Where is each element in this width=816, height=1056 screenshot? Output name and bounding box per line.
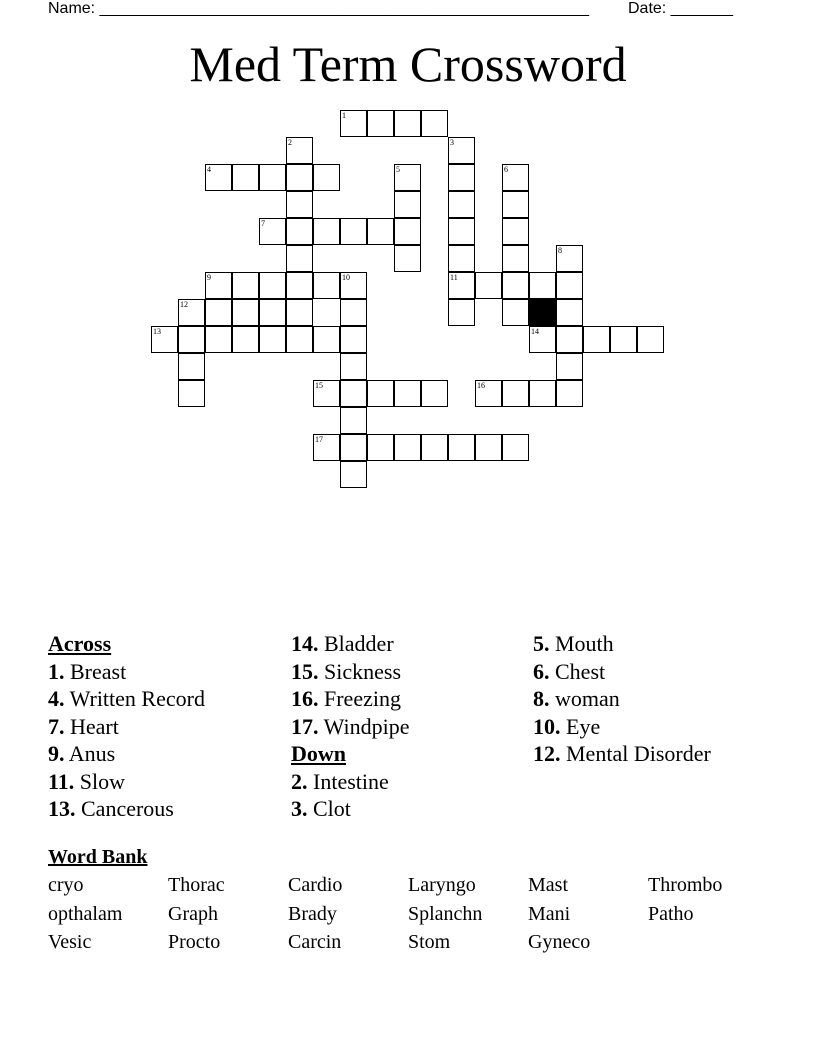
grid-cell[interactable] <box>340 110 367 137</box>
grid-cell[interactable] <box>556 326 583 353</box>
clue-text: Breast <box>70 658 127 684</box>
grid-cell[interactable] <box>232 326 259 353</box>
clue-text: Clot <box>313 796 351 821</box>
grid-cell[interactable] <box>394 218 421 245</box>
clue-number-label: 7 <box>261 219 265 228</box>
grid-cell[interactable] <box>475 434 502 461</box>
clue-number-label: 16 <box>477 381 485 390</box>
clue-number: 8. <box>533 686 550 711</box>
clue-number: 2. <box>291 768 308 794</box>
word-bank <box>48 874 768 960</box>
grid-cell[interactable] <box>286 164 313 191</box>
clue-across-13 <box>48 795 205 823</box>
clue-across-4 <box>48 685 205 713</box>
clue-number-label: 17 <box>315 435 323 444</box>
clue-across-7 <box>48 713 205 741</box>
shaded-cell <box>529 299 556 326</box>
clue-text: Chest <box>555 658 606 684</box>
clue-number: 1. <box>48 658 65 684</box>
grid-cell[interactable] <box>340 407 367 434</box>
clue-number-label: 4 <box>207 165 211 174</box>
grid-cell[interactable] <box>205 326 232 353</box>
across-heading: Across <box>48 631 112 656</box>
grid-cell[interactable] <box>610 326 637 353</box>
clue-number: 16. <box>291 686 319 711</box>
clue-text: Intestine <box>313 768 389 794</box>
word-bank-item: Procto <box>168 931 221 953</box>
grid-cell[interactable] <box>637 326 664 353</box>
grid-cell[interactable] <box>448 191 475 218</box>
clue-number-label: 5 <box>396 165 400 174</box>
clue-text: Mental Disorder <box>566 741 711 766</box>
grid-cell[interactable] <box>556 245 583 272</box>
grid-cell[interactable] <box>529 326 556 353</box>
grid-cell[interactable] <box>394 164 421 191</box>
clue-number-label: 1 <box>342 111 346 120</box>
clue-text: Written Record <box>69 686 205 711</box>
grid-cell[interactable] <box>556 299 583 326</box>
grid-cell[interactable] <box>367 434 394 461</box>
clue-number: 12. <box>533 741 561 766</box>
grid-cell[interactable] <box>259 218 286 245</box>
grid-cell[interactable] <box>340 218 367 245</box>
grid-cell[interactable] <box>340 272 367 299</box>
clue-number: 7. <box>48 713 65 739</box>
word-bank-item: Cardio <box>288 874 343 896</box>
grid-cell[interactable] <box>286 299 313 326</box>
clue-down-12 <box>533 740 711 768</box>
grid-cell[interactable] <box>286 137 313 164</box>
word-bank-item: Graph <box>168 902 218 925</box>
grid-cell[interactable] <box>394 191 421 218</box>
grid-cell[interactable] <box>205 272 232 299</box>
grid-cell[interactable] <box>286 191 313 218</box>
name-field[interactable]: Name: _______________________________________________________ <box>48 0 589 17</box>
word-bank-item: Mast <box>528 874 568 896</box>
grid-cell[interactable] <box>367 110 394 137</box>
grid-cell[interactable] <box>529 380 556 407</box>
clue-number-label: 13 <box>153 327 161 336</box>
grid-cell[interactable] <box>340 353 367 380</box>
clue-number-label: 10 <box>342 273 350 282</box>
grid-cell[interactable] <box>502 299 529 326</box>
grid-cell[interactable] <box>394 245 421 272</box>
grid-cell[interactable] <box>448 218 475 245</box>
word-bank-item: Mani <box>528 902 571 925</box>
word-bank-title: Word Bank <box>48 846 148 868</box>
clue-number-label: 14 <box>531 327 539 336</box>
grid-cell[interactable] <box>421 110 448 137</box>
clue-text: Freezing <box>324 686 401 711</box>
clue-number-label: 9 <box>207 273 211 282</box>
grid-cell[interactable] <box>502 434 529 461</box>
grid-cell[interactable] <box>367 218 394 245</box>
grid-cell[interactable] <box>529 272 556 299</box>
grid-cell[interactable] <box>448 299 475 326</box>
grid-cell[interactable] <box>556 380 583 407</box>
date-field[interactable]: Date: _______ <box>628 0 733 17</box>
grid-cell[interactable] <box>178 380 205 407</box>
grid-cell[interactable] <box>259 164 286 191</box>
grid-cell[interactable] <box>421 380 448 407</box>
grid-cell[interactable] <box>367 380 394 407</box>
clue-down-3 <box>291 795 409 823</box>
clue-text: Windpipe <box>323 713 410 739</box>
grid-cell[interactable] <box>205 299 232 326</box>
clue-across-11 <box>48 768 205 796</box>
word-bank-item: Splanchn <box>408 902 483 925</box>
clue-across-15 <box>291 658 409 686</box>
clue-across-17 <box>291 713 409 741</box>
word-bank-item: Thrombo <box>648 874 723 896</box>
grid-cell[interactable] <box>259 272 286 299</box>
grid-cell[interactable] <box>475 380 502 407</box>
clue-text: Eye <box>566 713 601 739</box>
grid-cell[interactable] <box>313 434 340 461</box>
word-bank-item: Carcin <box>288 931 342 953</box>
clue-across-9 <box>48 740 205 768</box>
grid-cell[interactable] <box>313 380 340 407</box>
clue-text: Anus <box>68 741 116 766</box>
clue-across-1 <box>48 658 205 686</box>
grid-cell[interactable] <box>286 218 313 245</box>
clue-text: Cancerous <box>81 796 174 821</box>
grid-cell[interactable] <box>448 245 475 272</box>
grid-cell[interactable] <box>421 434 448 461</box>
grid-cell[interactable] <box>178 353 205 380</box>
clue-number: 14. <box>291 631 319 656</box>
clue-down-10 <box>533 713 711 741</box>
grid-cell[interactable] <box>583 326 610 353</box>
grid-cell[interactable] <box>502 218 529 245</box>
grid-cell[interactable] <box>178 299 205 326</box>
grid-cell[interactable] <box>259 299 286 326</box>
clue-number: 11. <box>48 768 75 794</box>
grid-cell[interactable] <box>394 434 421 461</box>
clue-number-label: 6 <box>504 165 508 174</box>
grid-cell[interactable] <box>448 164 475 191</box>
clue-down-5 <box>533 630 711 658</box>
clue-text: Bladder <box>324 631 394 656</box>
grid-cell[interactable] <box>448 272 475 299</box>
grid-cell[interactable] <box>151 326 178 353</box>
word-bank-item: Laryngo <box>408 874 476 896</box>
grid-cell[interactable] <box>475 272 502 299</box>
word-bank-item: opthalam <box>48 902 123 925</box>
grid-cell[interactable] <box>313 272 340 299</box>
grid-cell[interactable] <box>502 164 529 191</box>
clue-text: Slow <box>79 768 126 794</box>
page-title: Med Term Crossword <box>189 36 627 92</box>
clue-number: 17. <box>291 713 319 739</box>
grid-cell[interactable] <box>340 326 367 353</box>
grid-cell[interactable] <box>232 272 259 299</box>
grid-cell[interactable] <box>286 245 313 272</box>
crossword-grid <box>0 0 816 520</box>
grid-cell[interactable] <box>340 434 367 461</box>
word-bank-item: Thorac <box>168 874 225 896</box>
grid-cell[interactable] <box>313 218 340 245</box>
clue-number: 10. <box>533 713 561 739</box>
grid-cell[interactable] <box>502 272 529 299</box>
grid-cell[interactable] <box>340 380 367 407</box>
clue-across-16 <box>291 685 409 713</box>
grid-cell[interactable] <box>178 326 205 353</box>
grid-cell[interactable] <box>556 272 583 299</box>
clue-text: woman <box>555 686 620 711</box>
clue-number: 9. <box>48 741 65 766</box>
word-bank-item: Gyneco <box>528 931 591 953</box>
down-heading: Down <box>291 741 347 766</box>
grid-cell[interactable] <box>313 164 340 191</box>
grid-cell[interactable] <box>448 434 475 461</box>
grid-cell[interactable] <box>286 326 313 353</box>
clue-down-6 <box>533 658 711 686</box>
clue-number: 6. <box>533 658 550 684</box>
clue-number-label: 3 <box>450 138 454 147</box>
grid-cell[interactable] <box>340 461 367 488</box>
clue-number: 15. <box>291 658 319 684</box>
clue-number: 13. <box>48 796 76 821</box>
word-bank-item: cryo <box>48 874 84 896</box>
clue-number-label: 15 <box>315 381 323 390</box>
word-bank-item: Stom <box>408 931 451 953</box>
word-bank-item: Patho <box>648 902 694 925</box>
clue-text: Mouth <box>555 631 614 656</box>
clue-number: 5. <box>533 631 550 656</box>
grid-cell[interactable] <box>313 326 340 353</box>
clues-column-2 <box>291 630 409 823</box>
clue-number-label: 2 <box>288 138 292 147</box>
grid-cell[interactable] <box>394 380 421 407</box>
grid-cell[interactable] <box>502 191 529 218</box>
clue-number-label: 12 <box>180 300 188 309</box>
clue-down-8 <box>533 685 711 713</box>
grid-cell[interactable] <box>286 272 313 299</box>
clue-number-label: 8 <box>558 246 562 255</box>
word-bank-item: Brady <box>288 902 337 925</box>
word-bank-item: Vesic <box>48 931 92 953</box>
grid-cell[interactable] <box>232 299 259 326</box>
clue-text: Sickness <box>324 658 401 684</box>
grid-cell[interactable] <box>502 380 529 407</box>
grid-cell[interactable] <box>340 299 367 326</box>
clues-column-3 <box>533 630 711 768</box>
clue-text: Heart <box>70 713 119 739</box>
grid-cell[interactable] <box>205 164 232 191</box>
clue-down-2 <box>291 768 409 796</box>
grid-cell[interactable] <box>448 137 475 164</box>
grid-cell[interactable] <box>394 110 421 137</box>
clue-number-label: 11 <box>450 273 458 282</box>
grid-cell[interactable] <box>502 245 529 272</box>
clue-number: 3. <box>291 796 308 821</box>
grid-cell[interactable] <box>556 353 583 380</box>
clues-column-1 <box>48 630 205 823</box>
grid-cell[interactable] <box>259 326 286 353</box>
clue-number: 4. <box>48 686 65 711</box>
grid-cell[interactable] <box>232 164 259 191</box>
clue-across-14 <box>291 630 409 658</box>
